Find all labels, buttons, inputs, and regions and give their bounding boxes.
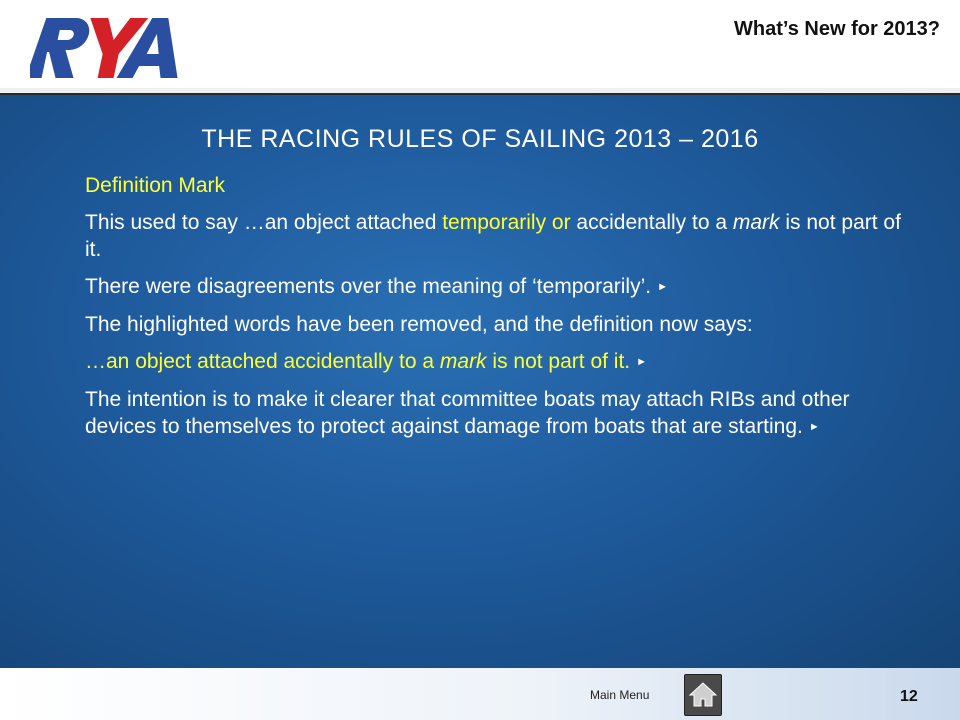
p1-text-1: This used to say …an object attached (85, 211, 443, 234)
p4-italic: mark (439, 350, 487, 373)
paragraph-1 (85, 209, 905, 263)
main-menu-link[interactable]: Main Menu (590, 688, 650, 702)
advance-arrow-icon[interactable]: ► (636, 356, 648, 368)
paragraph-4 (85, 348, 905, 376)
p1-text-2: accidentally to a (570, 211, 733, 234)
paragraph-2 (85, 273, 905, 301)
advance-arrow-icon[interactable]: ► (808, 421, 820, 433)
advance-arrow-icon[interactable]: ► (657, 281, 668, 293)
p2-text: There were disagreements over the meaning of ‘temporarily’. (85, 275, 652, 298)
p5-text: The intention is to make it clearer that committee boats may attach RIBs and other devices to themselves to protect against damage from boats that are starting. (85, 388, 850, 438)
slide-title: THE RACING RULES OF SAILING 2013 – 2016 (201, 125, 759, 153)
p4-text-1: …an object attached accidentally to a (85, 350, 440, 373)
p3-text: The highlighted words have been removed, and the definition now says: (85, 313, 753, 336)
heading-text: Definition Mark (85, 174, 226, 197)
page-number: 12 (900, 688, 918, 705)
paragraph-3 (85, 311, 905, 338)
home-button[interactable] (684, 674, 722, 716)
header-divider (0, 88, 960, 95)
slide-body (0, 95, 960, 668)
footer (0, 668, 960, 720)
p1-text-3: is not part of it. (85, 211, 901, 261)
header (0, 0, 960, 90)
header-title: What’s New for 2013? (734, 18, 940, 40)
p1-italic: mark (732, 211, 780, 234)
slide-content (85, 172, 905, 451)
paragraph-5 (85, 386, 905, 441)
definition-heading (85, 172, 905, 199)
rya-logo (30, 10, 190, 86)
p4-text-2: is not part of it. (486, 350, 631, 373)
p1-highlight: temporarily or (442, 211, 571, 234)
home-icon (688, 680, 718, 710)
